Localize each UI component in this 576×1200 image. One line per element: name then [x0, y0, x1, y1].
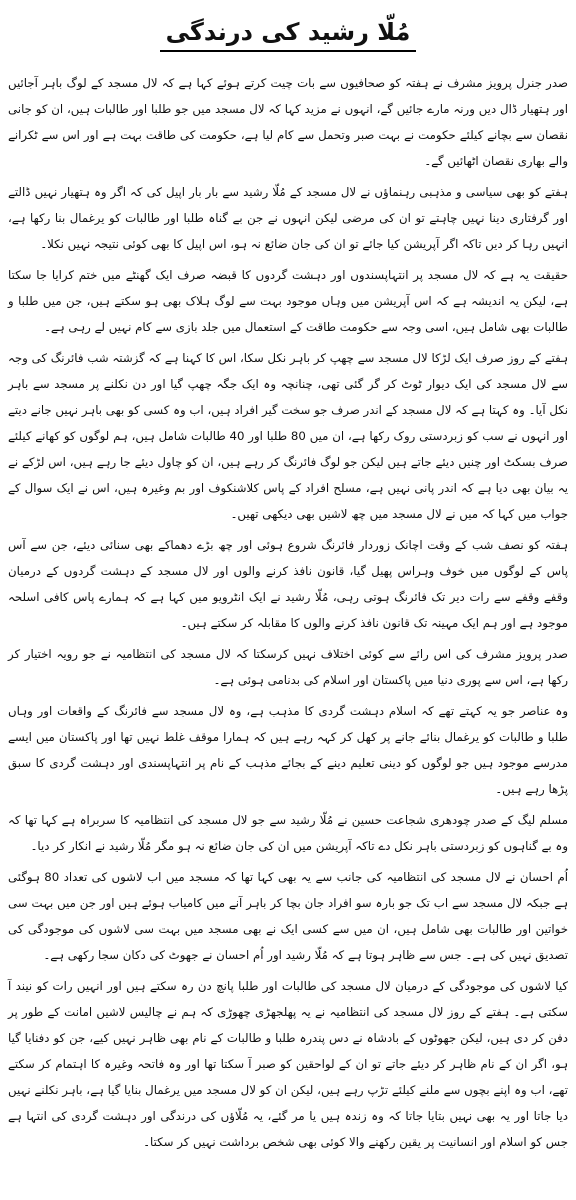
paragraph-6: صدر پرویز مشرف کی اس رائے سے کوئی اختلاف نہیں کرسکتا کہ لال مسجد کی انتظامیہ نے جو رویہ اختیار کر رکھا ہے، اس سے پوری دنیا میں پاکستان اور اسلام کی بدنامی ہوئی ہے۔ — [8, 647, 568, 687]
paragraph-8: مسلم لیگ کے صدر چودھری شجاعت حسین نے مُلّا رشید سے جو لال مسجد کی انتظامیہ کا سربراہ ہے کہا تھا کہ وہ بے گناہوں کو زبردستی باہر نکل دے تاکہ آپریشن میں ان کی جان ضائع نہ ہو مگر مُلّا رشید نے انکار کر دیا۔ — [8, 813, 568, 853]
paragraph-3: حقیقت یہ ہے کہ لال مسجد پر انتہاپسندوں اور دہشت گردوں کا قبضہ صرف ایک گھنٹے میں ختم کرایا جا سکتا ہے، لیکن یہ اندیشہ ہے کہ اس آپریشن میں وہاں موجود بہت سے لوگ ہلاک بھی ہو سکتے ہیں، جن میں طلبا و طالبات بھی شامل ہیں، اسی وجہ سے حکومت طاقت کے استعمال میں جلد بازی سے کام نہیں لے رہی ہے۔ — [8, 268, 568, 334]
paragraph-10: کیا لاشوں کی موجودگی کے درمیان لال مسجد کی طالبات اور طلبا پانچ دن رہ سکتے ہیں اور انہیں رات کو نیند آ سکتی ہے۔ ہفتے کے روز لال مسجد کی انتظامیہ نے یہ پھلجھڑی چھوڑی کہ ہم نے چالیس لاشیں امانت کے طور پر دفن کر دی ہیں، لیکن جھوٹوں کے بادشاہ نے دس پندرہ طلبا و طالبات کے نام بھی ظاہر نہیں کیے، جن کو دفنایا گیا ہو، اگر ان کے نام ظاہر کر دیئے جاتے تو ان کے لواحقین کو صبر آ سکتا تھا اور وہ فاتحہ وغیرہ کا اہتمام کر سکتے تھے، اب وہ اپنے بچوں سے ملنے کیلئے تڑپ رہے ہیں، لیکن ان کو لال مسجد میں یرغمال بنایا گیا ہے، باہر نکلنے نہیں دیا جاتا اور یہ بھی نہیں بتایا جاتا کہ وہ زندہ ہیں یا مر گئے، یہ مُلّاؤں کی درندگی اور دہشت گردی کی انتہا ہے جس کو اسلام اور انسانیت پر یقین رکھنے والا کوئی بھی شخص برداشت نہیں کر سکتا۔ — [8, 979, 568, 1149]
paragraph-7: وہ عناصر جو یہ کہتے تھے کہ اسلام دہشت گردی کا مذہب ہے، وہ لال مسجد سے فائرنگ کے واقعات اور وہاں طلبا و طالبات کو یرغمال بنائے جانے پر کھل کر کہہ رہے ہیں کہ ہمارا موقف غلط نہیں تھا اور پاکستان میں ایسے مدرسے موجود ہیں جو لوگوں کو دینی تعلیم دینے کے بجائے مذہب کے نام پر انتہاپسندی اور دہشت گردی کا سبق پڑھا رہے ہیں۔ — [8, 704, 568, 796]
paragraph-5: ہفتہ کو نصف شب کے وقت اچانک زوردار فائرنگ شروع ہوئی اور چھ بڑے دھماکے بھی سنائی دیئے، جن سے آس پاس کے لوگوں میں خوف وہراس پھیل گیا، قانون نافذ کرنے والوں اور لال مسجد کے دہشت گردوں کے درمیان وقفے وقفے سے رات دیر تک فائرنگ ہوتی رہی، مُلّا رشید نے ایک انٹرویو میں کہا ہے کہ ہمارے پاس کافی اسلحہ موجود ہے اور ہم ایک مہینہ تک قانون نافذ کرنے والوں کا مقابلہ کر سکتے ہیں۔ — [8, 538, 568, 630]
title-wrap — [8, 16, 568, 52]
article-body — [8, 70, 568, 1155]
article-title: مُلّا رشید کی درندگی — [160, 16, 417, 52]
paragraph-9: اُم احسان نے لال مسجد کی انتظامیہ کی جانب سے یہ بھی کہا تھا کہ مسجد میں اب لاشوں کی تعداد 80 ہوگئی ہے جبکہ لال مسجد سے اب تک جو بارہ سو افراد جان بچا کر باہر آنے میں کامیاب ہوئے ہیں اور جن میں بہت سی خواتین اور طالبات بھی شامل ہیں، ان میں سے کسی ایک نے بھی مسجد میں بہت سی لاشوں کی موجودگی کی تصدیق نہیں کی ہے۔ جس سے ظاہر ہوتا ہے کہ مُلّا رشید اور اُم احسان نے جھوٹ کی دکان سجا رکھی ہے۔ — [8, 870, 568, 962]
paragraph-2: ہفتے کو بھی سیاسی و مذہبی رہنماؤں نے لال مسجد کے مُلّا رشید سے بار بار اپیل کی کہ اگر وہ ہتھیار نہیں ڈالتے اور گرفتاری دینا نہیں چاہتے تو ان کی مرضی لیکن انہوں نے جن بے گناہ طلبا اور طالبات کو یرغمال بنا رکھا ہے، انہیں رہا کر دیں تاکہ اگر آپریشن کیا جائے تو ان کی جان ضائع نہ ہو، اس اپیل کا بھی کوئی نتیجہ نہیں نکلا۔ — [8, 185, 568, 251]
paragraph-4: ہفتے کے روز صرف ایک لڑکا لال مسجد سے چھپ کر باہر نکل سکا، اس کا کہنا ہے کہ گزشتہ شب فائرنگ کی وجہ سے لال مسجد کی ایک دیوار ٹوٹ کر گر گئی تھی، چنانچہ وہ ایک جگہ چھپ گیا اور دن نکلنے پر مسجد سے باہر نکل آیا۔ وہ کہتا ہے کہ لال مسجد کے اندر صرف جو سخت گیر افراد ہیں، اب وہ کسی کو بھی باہر نہیں جانے دیتے اور انہوں نے سب کو زبردستی روک رکھا ہے، ان میں 80 طلبا اور 40 طالبات شامل ہیں، ہم لوگوں کو کھانے کیلئے صرف بسکٹ اور چنیں دیئے جاتے ہیں لیکن جو لوگ فائرنگ کر رہے ہیں، ان کو چاول دیئے جا رہے ہیں، اس لڑکے نے یہ بیان بھی دیا ہے کہ اندر پانی نہیں ہے، مسلح افراد کے پاس کلاشنکوف اور بم وغیرہ ہیں، اس نے ایک سوال کے جواب میں کہا کہ میں نے لال مسجد میں چھ لاشیں بھی دیکھی تھیں۔ — [8, 351, 568, 521]
paragraph-1: صدر جنرل پرویز مشرف نے ہفتہ کو صحافیوں سے بات چیت کرتے ہوئے کہا ہے کہ لال مسجد کے لوگ باہر آجائیں اور ہتھیار ڈال دیں ورنہ مارے جائیں گے، انہوں نے مزید کہا کہ لال مسجد میں جو طلبا اور طالبات ہیں، ان کو جانی نقصان سے بچانے کیلئے حکومت نے بہت صبر وتحمل سے کام لیا ہے، حکومت کی طاقت بہت ہے اور اس سے ٹکرانے والے بھاری نقصان اٹھائیں گے۔ — [8, 76, 568, 168]
